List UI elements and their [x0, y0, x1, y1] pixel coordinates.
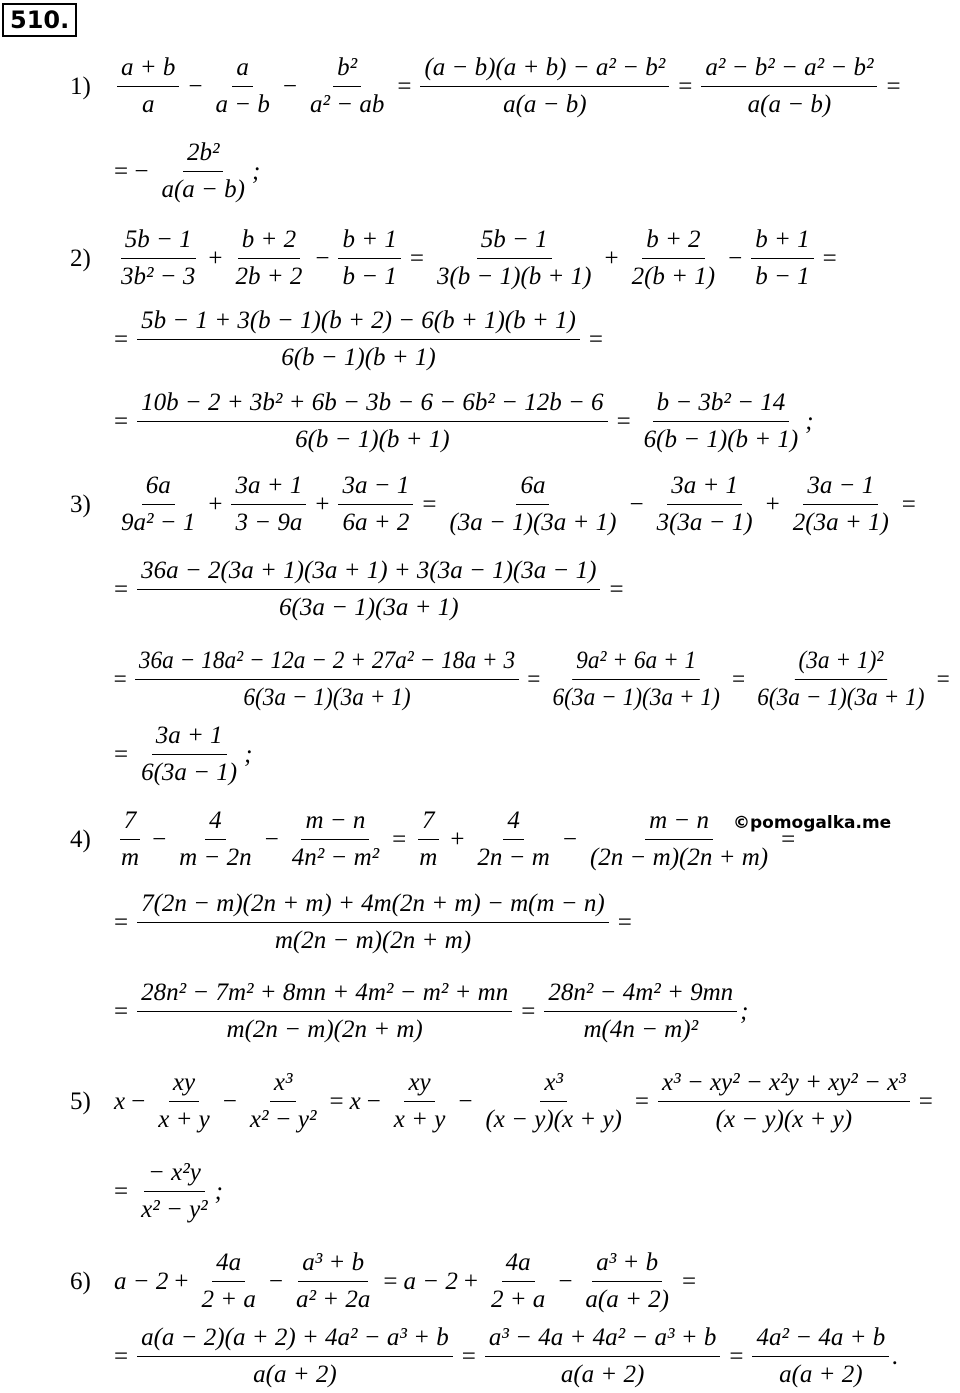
- operator: −: [222, 1087, 237, 1115]
- numerator: 4a: [502, 1245, 535, 1282]
- operator: −: [458, 1087, 473, 1115]
- fraction: [701, 50, 877, 123]
- denominator: 6(3a − 1)(3a + 1): [279, 594, 459, 621]
- numerator: a + b: [117, 50, 179, 87]
- fraction: [175, 803, 255, 876]
- denominator: 3(3a − 1): [656, 509, 753, 536]
- fraction: [137, 1320, 453, 1393]
- denominator: m: [121, 844, 140, 871]
- equation-line: [108, 1320, 898, 1393]
- operator: =: [681, 1267, 697, 1295]
- denominator: 6(3a − 1): [141, 759, 238, 786]
- operator: =: [392, 825, 407, 853]
- denominator: m(2n − m)(2n + m): [226, 1016, 423, 1043]
- fraction: [231, 222, 306, 295]
- denominator: 3b² − 3: [121, 263, 196, 290]
- numerator: x³ − xy² − x²y + xy² − x³: [658, 1065, 910, 1102]
- numerator: m − n: [645, 803, 713, 840]
- denominator: m(2n − m)(2n + m): [274, 927, 472, 954]
- expression-text: ;: [244, 740, 253, 768]
- denominator: 2(b + 1): [631, 263, 716, 290]
- numerator: 7: [418, 803, 439, 840]
- fraction: [445, 468, 620, 541]
- denominator: x² − y²: [141, 1196, 208, 1223]
- equation-line: [108, 1155, 223, 1228]
- fraction: [137, 718, 241, 791]
- fraction: [481, 1065, 625, 1138]
- equation-line: [108, 975, 749, 1048]
- denominator: 9a² − 1: [121, 509, 196, 536]
- fraction: [137, 975, 512, 1048]
- denominator: a(a + 2): [253, 1361, 337, 1388]
- numerator: a(a − 2)(a + 2) + 4a² − a³ + b: [137, 1320, 453, 1357]
- operator: −: [131, 1087, 146, 1115]
- fraction: [338, 468, 413, 541]
- operator: =: [422, 490, 437, 518]
- expression-text: x: [114, 1087, 126, 1115]
- numerator: a² − b² − a² − b²: [701, 50, 877, 87]
- numerator: a: [232, 50, 253, 87]
- fraction: [117, 50, 179, 123]
- denominator: m − 2n: [179, 844, 252, 871]
- fraction: [640, 385, 803, 458]
- fraction: [433, 222, 596, 295]
- operator: =: [886, 72, 901, 100]
- denominator: a(a + 2): [560, 1361, 645, 1388]
- equation-line: [70, 1065, 939, 1138]
- denominator: 6(b − 1)(b + 1): [281, 344, 436, 371]
- item-label: 3): [70, 490, 91, 518]
- numerator: 2b²: [183, 135, 224, 172]
- denominator: 2 + a: [490, 1286, 546, 1313]
- operator: −: [562, 825, 577, 853]
- fraction: [211, 50, 273, 123]
- operator: =: [617, 908, 632, 936]
- numerator: 7(2n − m)(2n + m) + 4m(2n + m) − m(m − n): [137, 886, 609, 923]
- numerator: b − 3b² − 14: [653, 385, 790, 422]
- numerator: 4: [503, 803, 524, 840]
- fraction: [789, 468, 893, 541]
- operator: =: [781, 825, 796, 853]
- numerator: xy: [404, 1065, 434, 1102]
- operator: =: [527, 665, 541, 693]
- numerator: 6a: [516, 468, 549, 505]
- operator: −: [282, 72, 297, 100]
- operator: −: [264, 825, 279, 853]
- fraction: [751, 222, 813, 295]
- numerator: m − n: [301, 803, 369, 840]
- denominator: m(4n − m)²: [583, 1016, 699, 1043]
- numerator: 28n² − 7m² + 8mn + 4m² − m² + mn: [137, 975, 512, 1012]
- operator: =: [114, 1177, 129, 1205]
- numerator: a³ + b: [592, 1245, 662, 1282]
- expression-text: ;: [251, 157, 261, 185]
- equation-line: [70, 1245, 702, 1318]
- operator: +: [765, 490, 780, 518]
- denominator: a(a − b): [161, 176, 245, 203]
- denominator: 6(3a − 1)(3a + 1): [552, 684, 720, 711]
- denominator: (x − y)(x + y): [485, 1106, 622, 1133]
- operator: =: [918, 1087, 933, 1115]
- operator: =: [114, 997, 129, 1025]
- denominator: 3 − 9a: [235, 509, 303, 536]
- denominator: (3a − 1)(3a + 1): [449, 509, 617, 536]
- numerator: b + 1: [338, 222, 400, 259]
- expression-text: ;: [740, 997, 749, 1025]
- denominator: (x − y)(x + y): [715, 1106, 853, 1133]
- equation-line: [108, 135, 260, 208]
- operator: −: [152, 825, 167, 853]
- fraction: [338, 222, 400, 295]
- denominator: 2n − m: [477, 844, 550, 871]
- operator: −: [315, 244, 330, 272]
- fraction: [581, 1245, 673, 1318]
- fraction: [306, 50, 388, 123]
- numerator: b + 2: [642, 222, 704, 259]
- numerator: 4a: [212, 1245, 245, 1282]
- operator: =: [822, 244, 837, 272]
- denominator: 4n² − m²: [291, 844, 380, 871]
- equation-line: [108, 385, 814, 458]
- operator: −: [629, 490, 644, 518]
- operator: +: [604, 244, 619, 272]
- numerator: b + 2: [238, 222, 300, 259]
- numerator: a³ + b: [298, 1245, 368, 1282]
- fraction: [752, 1320, 889, 1393]
- denominator: x + y: [393, 1106, 446, 1133]
- numerator: b + 1: [751, 222, 813, 259]
- denominator: 3(b − 1)(b + 1): [436, 263, 592, 290]
- denominator: a(a + 2): [585, 1286, 669, 1313]
- item-label: 5): [70, 1087, 91, 1115]
- fraction: [137, 886, 609, 959]
- operator: =: [329, 1087, 344, 1115]
- operator: =: [114, 908, 129, 936]
- equation-line: [108, 303, 609, 376]
- denominator: x² − y²: [249, 1106, 317, 1133]
- denominator: m: [419, 844, 438, 871]
- operator: =: [113, 665, 127, 693]
- numerator: 6a: [142, 468, 175, 505]
- equation-line: [70, 468, 922, 541]
- numerator: x³: [270, 1065, 297, 1102]
- equation-line: [108, 643, 955, 716]
- operator: =: [397, 72, 412, 100]
- fraction: [487, 1245, 549, 1318]
- operator: =: [616, 407, 631, 435]
- denominator: a(a + 2): [779, 1361, 863, 1388]
- expression-text: ;: [214, 1177, 223, 1205]
- numerator: 3a − 1: [338, 468, 413, 505]
- operator: −: [268, 1267, 283, 1295]
- item-label: 6): [70, 1267, 91, 1295]
- denominator: a(a − b): [747, 91, 832, 118]
- numerator: b²: [333, 50, 361, 87]
- equation-line: [108, 718, 252, 791]
- exercise-number: 510.: [2, 3, 77, 37]
- numerator: 3a − 1: [803, 468, 878, 505]
- equation-line: [70, 50, 907, 123]
- denominator: b − 1: [755, 263, 810, 290]
- operator: =: [634, 1087, 649, 1115]
- fraction: [154, 1065, 214, 1138]
- expression-text: a − 2: [403, 1267, 458, 1295]
- operator: =: [521, 997, 536, 1025]
- denominator: 6a + 2: [342, 509, 410, 536]
- numerator: 9a² + 6a + 1: [572, 643, 699, 680]
- fraction: [485, 1320, 720, 1393]
- fraction: [135, 643, 519, 716]
- denominator: 2(3a + 1): [792, 509, 889, 536]
- numerator: (a − b)(a + b) − a² − b²: [420, 50, 669, 87]
- denominator: x + y: [158, 1106, 210, 1133]
- equation-line: [108, 553, 630, 626]
- denominator: a² − ab: [309, 91, 385, 118]
- operator: =: [936, 665, 950, 693]
- operator: =: [114, 325, 129, 353]
- numerator: 7: [120, 803, 141, 840]
- denominator: 6(3a − 1)(3a + 1): [243, 684, 411, 711]
- operator: +: [450, 825, 465, 853]
- fraction: [157, 135, 249, 208]
- equation-line: [70, 222, 843, 295]
- numerator: xy: [169, 1065, 199, 1102]
- numerator: 3a + 1: [231, 468, 306, 505]
- operator: −: [188, 72, 203, 100]
- fraction: [117, 468, 199, 541]
- numerator: 36a − 18a² − 12a − 2 + 27a² − 18a + 3: [135, 643, 519, 680]
- denominator: a − b: [215, 91, 270, 118]
- operator: =: [383, 1267, 398, 1295]
- fraction: [653, 468, 757, 541]
- numerator: 28n² − 4m² + 9mn: [544, 975, 737, 1012]
- fraction: [137, 553, 600, 626]
- denominator: 2 + a: [201, 1286, 256, 1313]
- operator: = −: [114, 157, 149, 185]
- operator: =: [729, 1342, 744, 1370]
- operator: +: [174, 1267, 189, 1295]
- fraction: [137, 303, 580, 376]
- numerator: x³: [540, 1065, 567, 1102]
- fraction: [197, 1245, 259, 1318]
- item-label: 4): [70, 825, 91, 853]
- equation-line: [108, 886, 638, 959]
- operator: =: [114, 1342, 129, 1370]
- fraction: [549, 643, 724, 716]
- operator: =: [114, 575, 129, 603]
- numerator: 36a − 2(3a + 1)(3a + 1) + 3(3a − 1)(3a − 1): [137, 553, 600, 590]
- operator: +: [315, 490, 330, 518]
- item-label: 1): [70, 72, 91, 100]
- fraction: [292, 1245, 374, 1318]
- fraction: [231, 468, 306, 541]
- fraction: [137, 1155, 212, 1228]
- fraction: [117, 222, 199, 295]
- denominator: (2n − m)(2n + m): [589, 844, 769, 871]
- fraction: [246, 1065, 321, 1138]
- denominator: a(a − b): [503, 91, 587, 118]
- denominator: 2b + 2: [235, 263, 303, 290]
- expression-text: a − 2: [114, 1267, 169, 1295]
- numerator: 4: [205, 803, 226, 840]
- equation-line: [70, 803, 801, 876]
- fraction: [390, 1065, 450, 1138]
- numerator: 3a + 1: [152, 718, 227, 755]
- fraction: [415, 803, 441, 876]
- numerator: 5b − 1: [477, 222, 552, 259]
- operator: −: [366, 1087, 381, 1115]
- operator: =: [114, 407, 129, 435]
- fraction: [658, 1065, 910, 1138]
- operator: =: [114, 740, 129, 768]
- operator: =: [901, 490, 916, 518]
- numerator: a³ − 4a + 4a² − a³ + b: [485, 1320, 720, 1357]
- denominator: b − 1: [342, 263, 397, 290]
- numerator: − x²y: [144, 1155, 205, 1192]
- item-label: 2): [70, 244, 91, 272]
- watermark-text: ©pomogalka.me: [733, 813, 892, 833]
- operator: +: [463, 1267, 478, 1295]
- fraction: [628, 222, 720, 295]
- fraction: [288, 803, 383, 876]
- numerator: 4a² − 4a + b: [752, 1320, 889, 1357]
- fraction: [473, 803, 553, 876]
- denominator: 6(3a − 1)(3a + 1): [757, 684, 925, 711]
- denominator: a² + 2a: [295, 1286, 371, 1313]
- operator: =: [609, 575, 624, 603]
- operator: =: [409, 244, 424, 272]
- operator: =: [461, 1342, 476, 1370]
- fraction: [137, 385, 607, 458]
- operator: −: [728, 244, 743, 272]
- fraction: [753, 643, 928, 716]
- numerator: 5b − 1: [121, 222, 196, 259]
- operator: =: [588, 325, 603, 353]
- fraction: [117, 803, 143, 876]
- denominator: 6(b − 1)(b + 1): [295, 426, 450, 453]
- numerator: 10b − 2 + 3b² + 6b − 3b − 6 − 6b² − 12b − 6: [137, 385, 607, 422]
- fraction: [544, 975, 737, 1048]
- fraction: [420, 50, 669, 123]
- denominator: a: [141, 91, 155, 118]
- operator: =: [678, 72, 693, 100]
- expression-text: .: [892, 1342, 899, 1370]
- operator: +: [208, 490, 223, 518]
- numerator: 3a + 1: [667, 468, 742, 505]
- denominator: 6(b − 1)(b + 1): [643, 426, 799, 453]
- operator: =: [731, 665, 746, 693]
- numerator: 5b − 1 + 3(b − 1)(b + 2) − 6(b + 1)(b + 1): [137, 303, 580, 340]
- operator: −: [558, 1267, 573, 1295]
- expression-text: x: [349, 1087, 361, 1115]
- numerator: (3a + 1)²: [795, 643, 887, 680]
- expression-text: ;: [805, 407, 814, 435]
- operator: +: [208, 244, 223, 272]
